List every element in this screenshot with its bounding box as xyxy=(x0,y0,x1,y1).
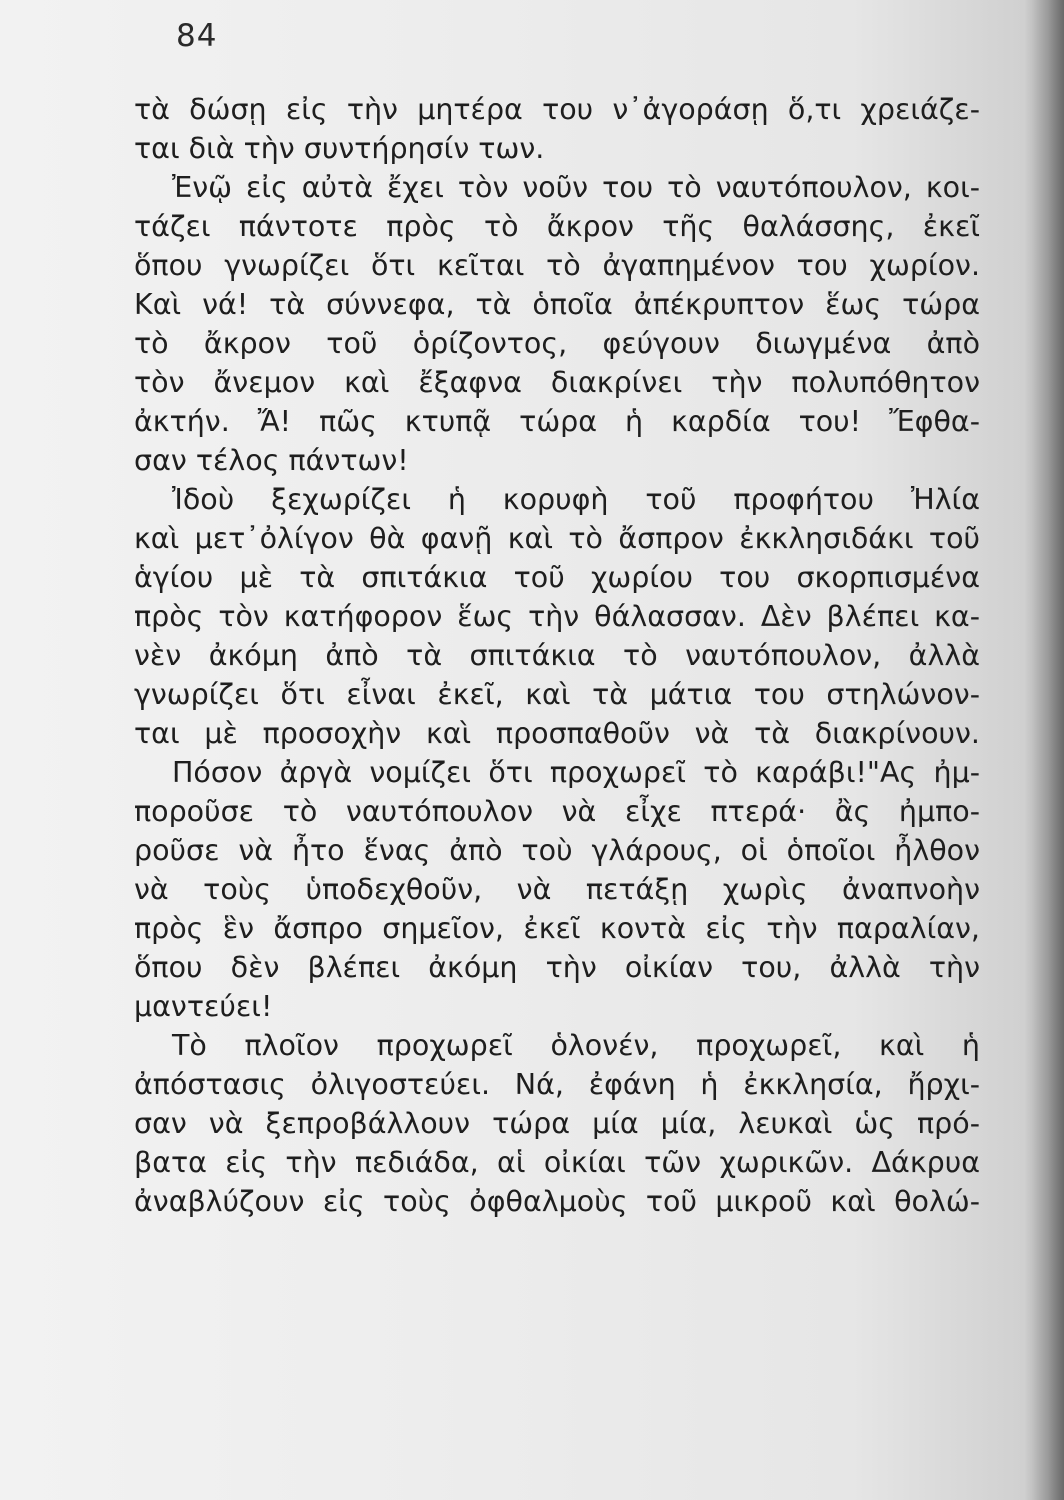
text-line: τὸ ἄκρον τοῦ ὁρίζοντος, φεύγουν διωγμένα ἀπὸ xyxy=(134,327,980,360)
page-edge-shadow xyxy=(1024,0,1064,1500)
text-line: Καὶ νά! τὰ σύννεφα, τὰ ὁποῖα ἀπέκρυπτον ἕως τώρα xyxy=(134,288,980,321)
text-line: Τὸ πλοῖον προχωρεῖ ὁλονέν, προχωρεῖ, καὶ ἡ xyxy=(172,1029,980,1062)
text-line: ται διὰ τὴν συντήρησίν των. xyxy=(134,132,545,165)
text-line: ἀναβλύζουν εἰς τοὺς ὀφθαλμοὺς τοῦ μικροῦ καὶ θολώ- xyxy=(134,1185,980,1218)
text-line: σαν τέλος πάντων! xyxy=(134,444,409,477)
text-line: γνωρίζει ὅτι εἶναι ἐκεῖ, καὶ τὰ μάτια του στηλώνον- xyxy=(134,678,980,711)
text-line: ὅπου δὲν βλέπει ἀκόμη τὴν οἰκίαν του, ἀλλὰ τὴν xyxy=(134,951,980,984)
text-line: Ἐνῷ εἰς αὐτὰ ἔχει τὸν νοῦν του τὸ ναυτόπουλον, κοι- xyxy=(172,171,980,204)
text-line: ἀκτήν. Ἄ! πῶς κτυπᾷ τώρα ἡ καρδία του! Ἔφθα- xyxy=(134,405,980,438)
text-line: σαν νὰ ξεπροβάλλουν τώρα μία μία, λευκαὶ ὡς πρό- xyxy=(134,1107,980,1140)
text-line: ὅπου γνωρίζει ὅτι κεῖται τὸ ἀγαπημένον του χωρίον. xyxy=(134,249,980,282)
text-line: καὶ μετ᾿ὀλίγον θὰ φανῇ καὶ τὸ ἄσπρον ἐκκλησιδάκι τοῦ xyxy=(134,522,980,555)
text-line: νὲν ἀκόμη ἀπὸ τὰ σπιτάκια τὸ ναυτόπουλον, ἀλλὰ xyxy=(134,639,980,672)
text-line: τάζει πάντοτε πρὸς τὸ ἄκρον τῆς θαλάσσης, ἐκεῖ xyxy=(134,210,980,243)
text-line: ἁγίου μὲ τὰ σπιτάκια τοῦ χωρίου του σκορπισμένα xyxy=(134,561,980,594)
text-line: Ἰδοὺ ξεχωρίζει ἡ κορυφὴ τοῦ προφήτου Ἠλία xyxy=(172,483,980,516)
text-line: ροῦσε νὰ ἦτο ἕνας ἀπὸ τοὺ γλάρους, οἱ ὁποῖοι ἦλθον xyxy=(134,834,980,867)
body-text xyxy=(134,90,980,1221)
text-line: τὸν ἄνεμον καὶ ἔξαφνα διακρίνει τὴν πολυπόθητον xyxy=(134,366,980,399)
text-line: πρὸς τὸν κατήφορον ἕως τὴν θάλασσαν. Δὲν βλέπει κα- xyxy=(134,600,980,633)
text-line: νὰ τοὺς ὑποδεχθοῦν, νὰ πετάξῃ χωρὶς ἀναπνοὴν xyxy=(134,873,980,906)
text-line: πρὸς ἓν ἄσπρο σημεῖον, ἐκεῖ κοντὰ εἰς τὴν παραλίαν, xyxy=(134,912,980,945)
text-line: βατα εἰς τὴν πεδιάδα, αἱ οἰκίαι τῶν χωρικῶν. Δάκρυα xyxy=(134,1146,980,1179)
text-line: μαντεύει! xyxy=(134,990,273,1023)
page-number: 84 xyxy=(176,18,218,54)
text-line: ἀπόστασις ὀλιγοστεύει. Νά, ἐφάνη ἡ ἐκκλησία, ἤρχι- xyxy=(134,1068,980,1101)
text-line: Πόσον ἀργὰ νομίζει ὅτι προχωρεῖ τὸ καράβι!"Ας ἠμ- xyxy=(172,756,980,789)
text-line: τὰ δώσῃ εἰς τὴν μητέρα του ν᾿ἀγοράσῃ ὅ,τι χρειάζε- xyxy=(134,93,980,126)
text-line: ται μὲ προσοχὴν καὶ προσπαθοῦν νὰ τὰ διακρίνουν. xyxy=(134,717,980,750)
text-line: ποροῦσε τὸ ναυτόπουλον νὰ εἶχε πτερά· ἂς ἠμπο- xyxy=(134,795,980,828)
